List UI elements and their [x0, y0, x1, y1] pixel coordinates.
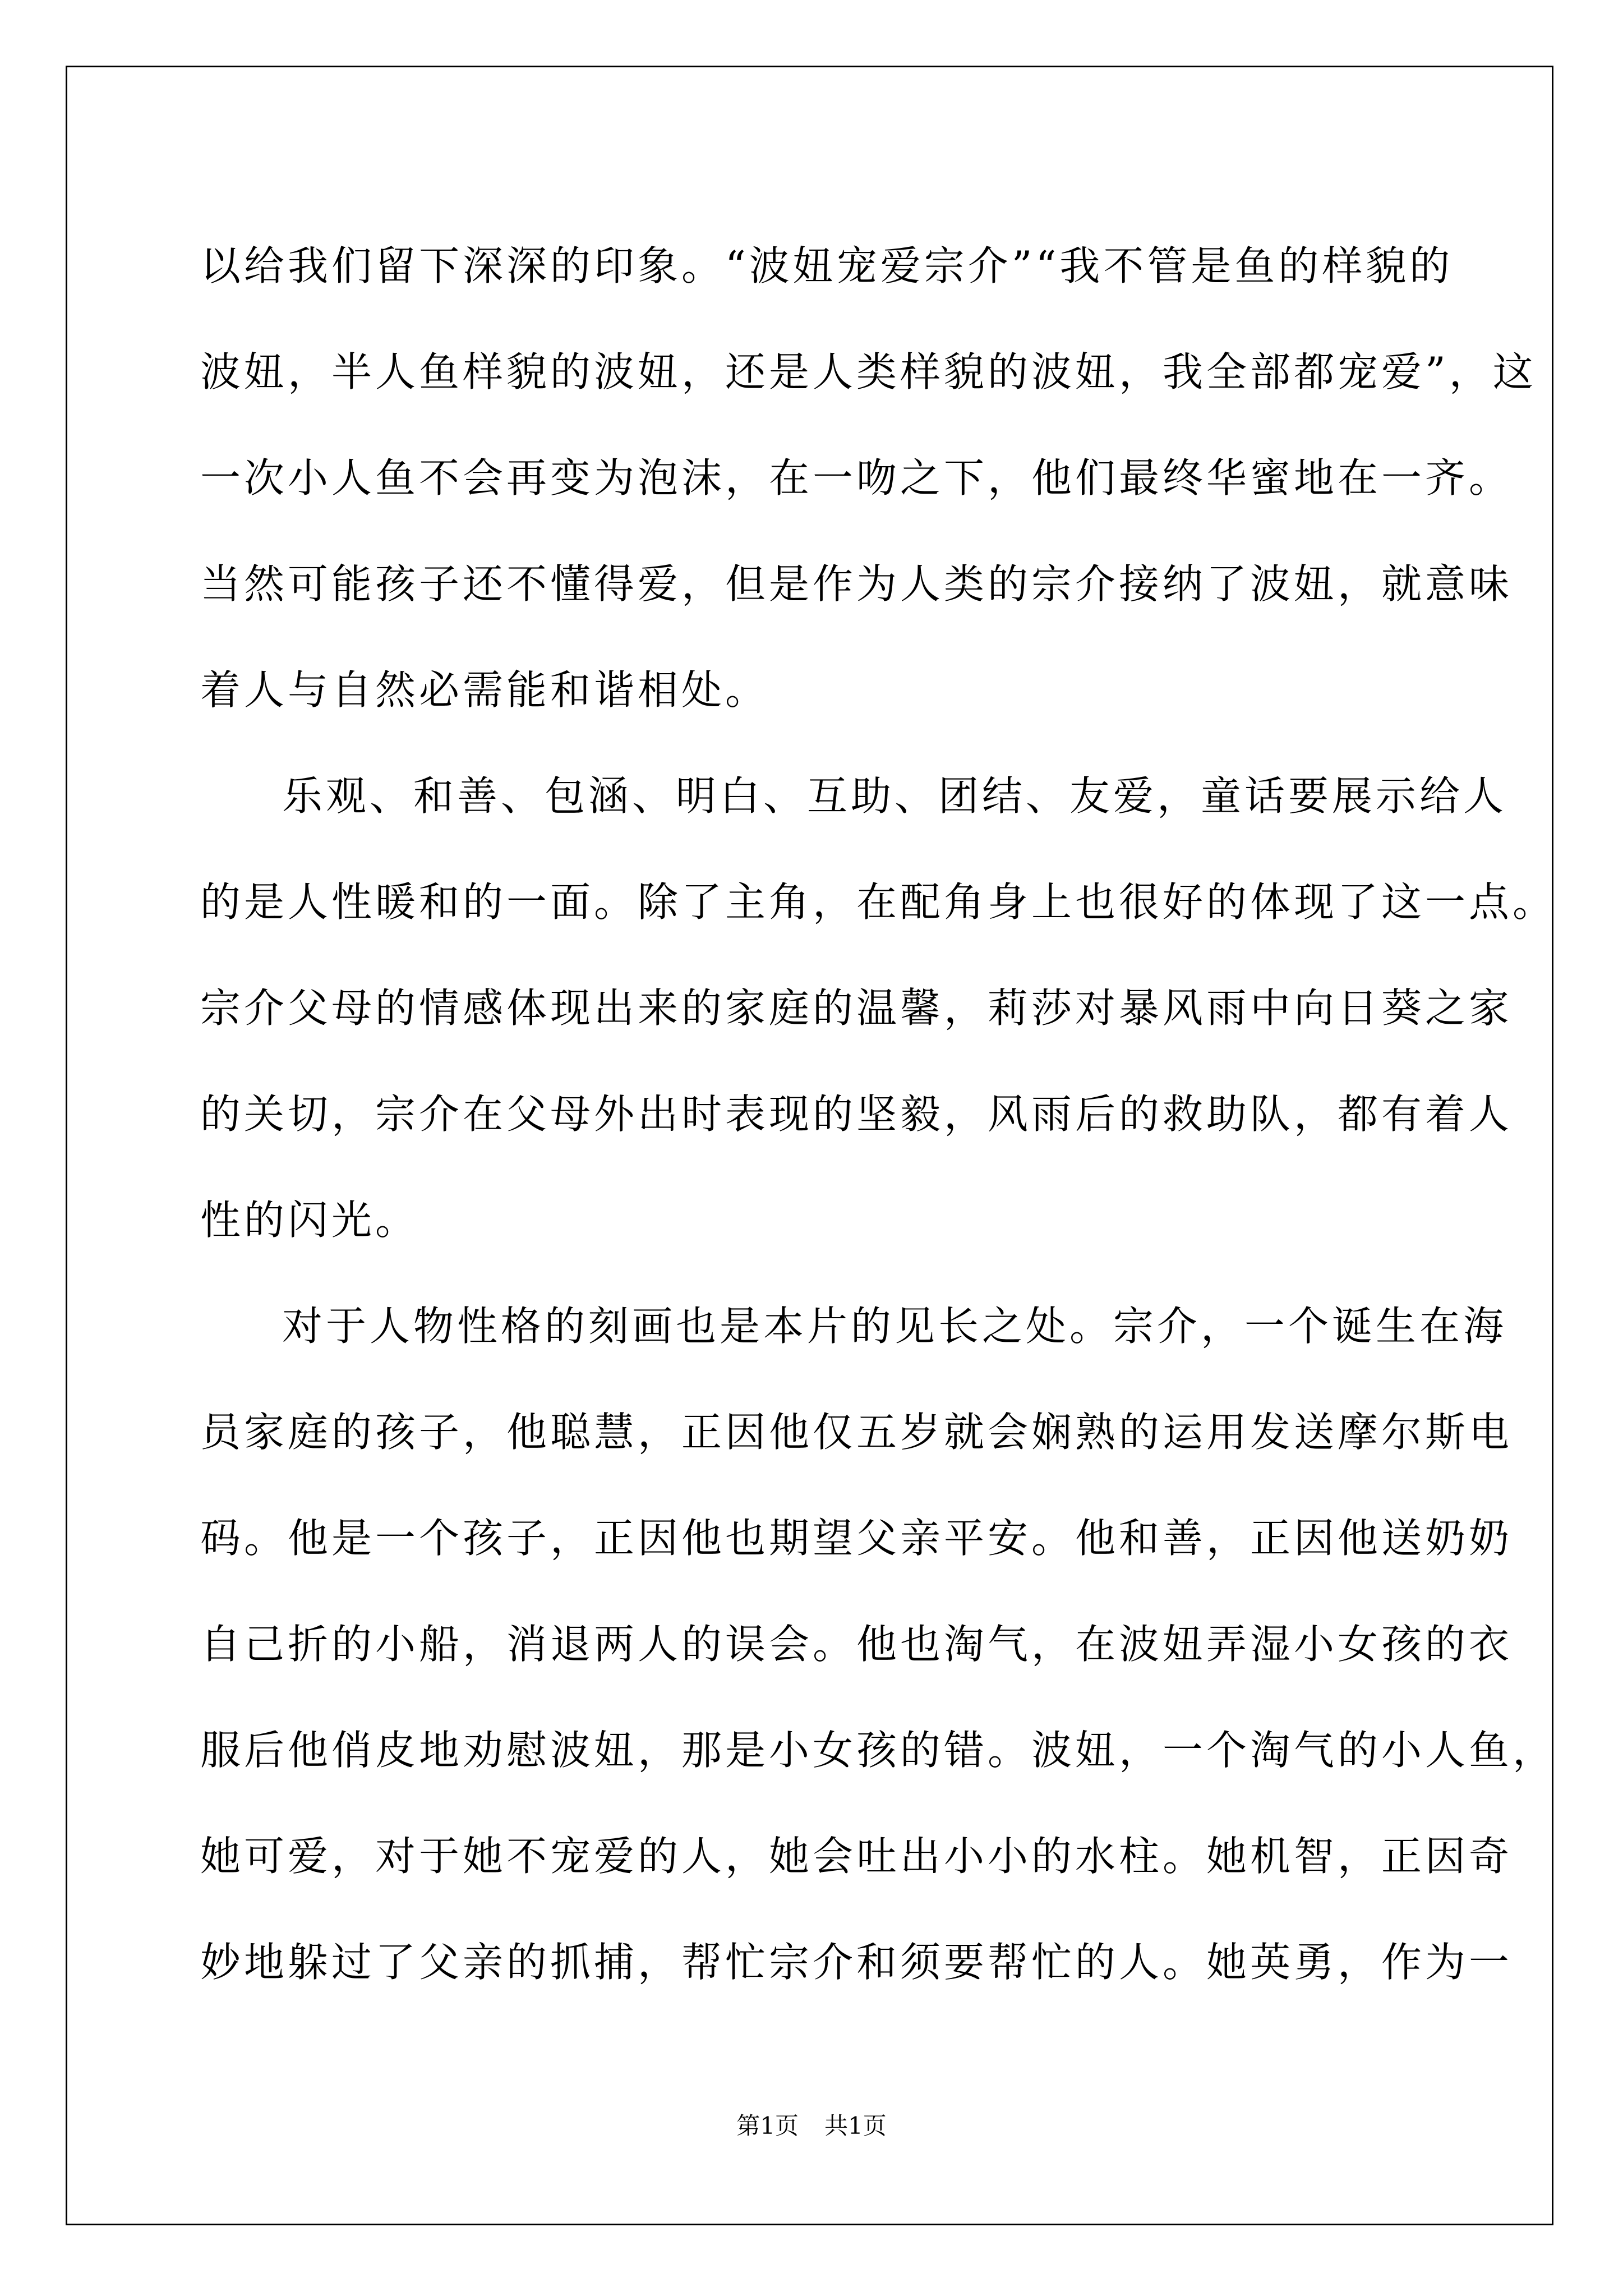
text-line: 当然可能孩子还不懂得爱，但是作为人类的宗介接纳了波妞，就意味 [200, 560, 1513, 608]
text-line: 波妞，半人鱼样貌的波妞，还是人类样貌的波妞，我全部都宠爱”，这 [200, 348, 1537, 395]
paragraph-1 [200, 213, 1537, 743]
text-line: 自己折的小船，消退两人的误会。他也淘气，在波妞弄湿小女孩的衣 [200, 1621, 1513, 1668]
text-line: 服后他俏皮地劝慰波妞，那是小女孩的错。波妞，一个淘气的小人鱼， [200, 1727, 1557, 1774]
document-body [200, 213, 1557, 2016]
text-line: 对于人物性格的刻画也是本片的见长之处。宗介，一个诞生在海 [282, 1303, 1507, 1350]
text-line: 的关切，宗介在父母外出时表现的坚毅，风雨后的救助队，都有着人 [200, 1091, 1513, 1138]
text-line: 员家庭的孩子，他聪慧，正因他仅五岁就会娴熟的运用发送摩尔斯电 [200, 1409, 1513, 1456]
text-line: 乐观、和善、包涵、明白、互助、团结、友爱，童话要展示给人 [282, 772, 1507, 820]
text-line: 以给我们留下深深的印象。“波妞宠爱宗介”“我不管是鱼的样貌的 [200, 242, 1454, 289]
text-line: 宗介父母的情感体现出来的家庭的温馨，莉莎对暴风雨中向日葵之家 [200, 984, 1513, 1032]
text-line: 一次小人鱼不会再变为泡沫，在一吻之下，他们最终华蜜地在一齐。 [200, 454, 1513, 501]
text-line: 的是人性暖和的一面。除了主角，在配角身上也很好的体现了这一点。 [200, 878, 1557, 926]
text-line: 性的闪光。 [200, 1197, 419, 1244]
page-footer [0, 2109, 1623, 2143]
paragraph-3 [200, 1273, 1557, 2016]
text-line: 她可爱，对于她不宠爱的人，她会吐出小小的水柱。她机智，正因奇 [200, 1833, 1513, 1880]
text-line: 妙地躲过了父亲的抓捕，帮忙宗介和须要帮忙的人。她英勇，作为一 [200, 1939, 1513, 1986]
text-line: 着人与自然必需能和谐相处。 [200, 666, 769, 714]
page-number-current: 第1页 [736, 2112, 799, 2139]
page-number-total: 共1页 [824, 2112, 887, 2139]
text-line: 码。他是一个孩子，正因他也期望父亲平安。他和善，正因他送奶奶 [200, 1515, 1513, 1562]
paragraph-2 [200, 743, 1557, 1273]
